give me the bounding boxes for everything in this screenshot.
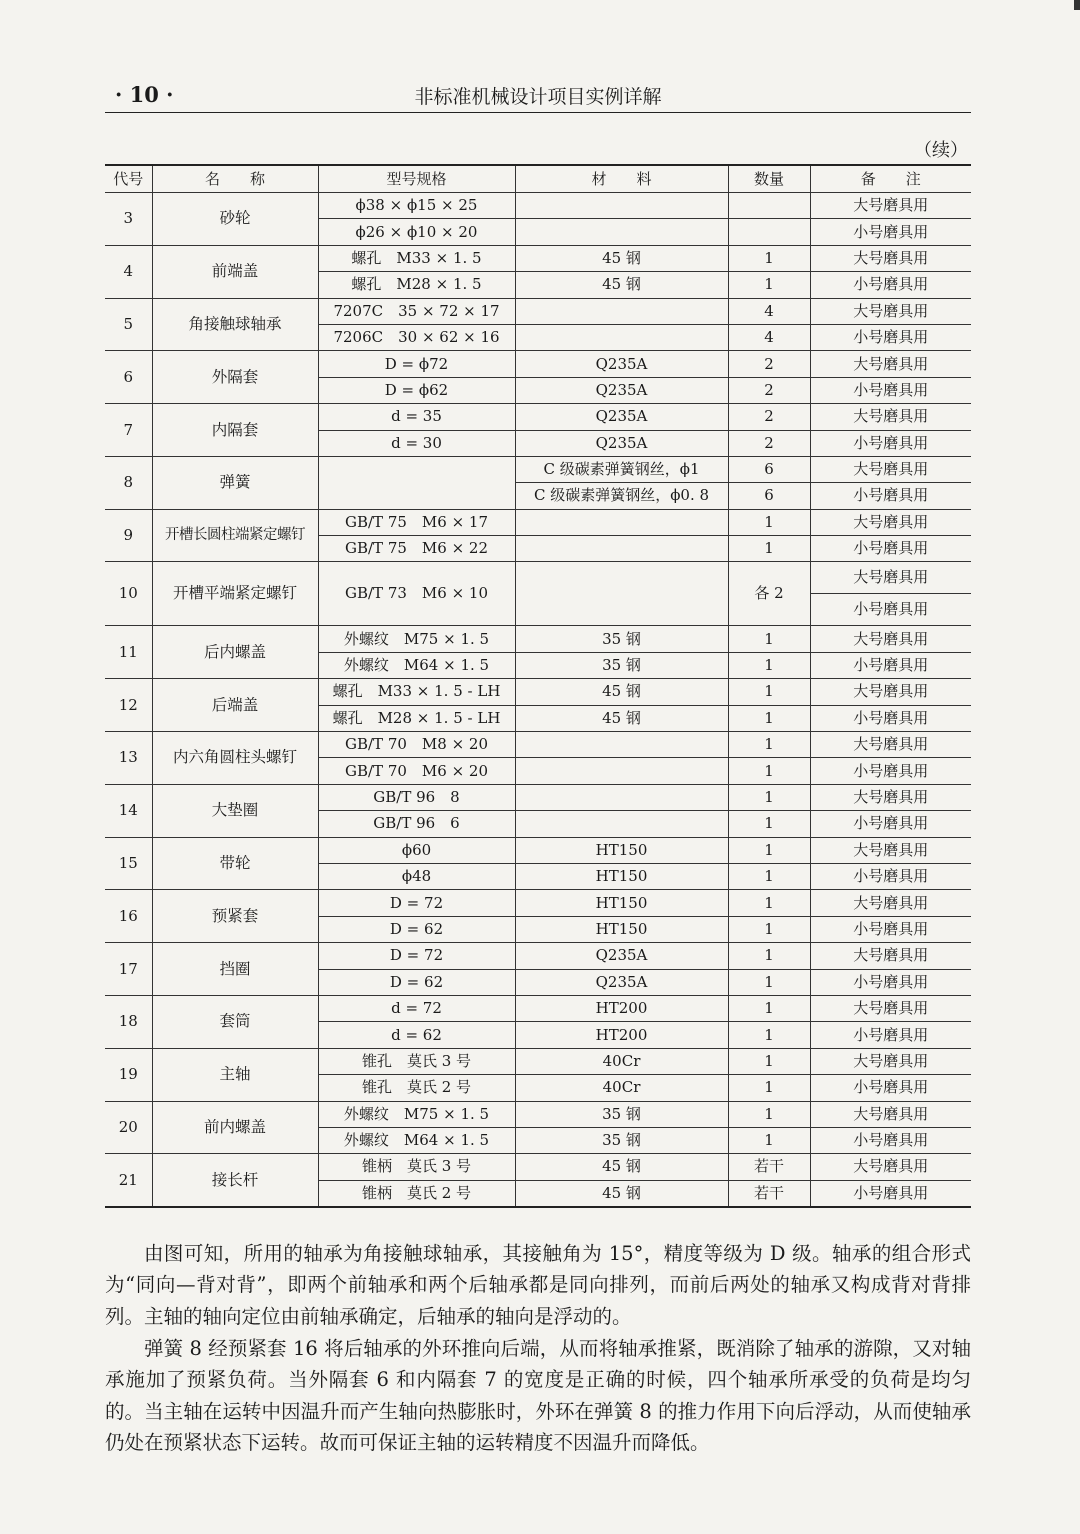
cell-code: 13 <box>105 732 152 785</box>
cell-qty: 若干 <box>728 1180 810 1207</box>
cell-material <box>515 732 728 758</box>
cell-note: 大号磨具用 <box>810 1154 971 1180</box>
cell-qty: 1 <box>728 811 810 837</box>
cell-name: 外隔套 <box>152 351 318 404</box>
cell-qty: 1 <box>728 1101 810 1127</box>
cell-code: 14 <box>105 784 152 837</box>
cell-qty: 1 <box>728 272 810 298</box>
cell-spec: GB/T 70 M8 × 20 <box>318 732 515 758</box>
cell-material: HT200 <box>515 1022 728 1048</box>
cell-name: 接长杆 <box>152 1154 318 1207</box>
cell-material: 35 钢 <box>515 1127 728 1153</box>
table-row <box>105 245 971 271</box>
cell-spec: D = 72 <box>318 890 515 916</box>
cell-qty: 6 <box>728 483 810 509</box>
cell-note: 小号磨具用 <box>810 594 971 626</box>
table-row <box>105 509 971 535</box>
cell-qty: 1 <box>728 943 810 969</box>
cell-name: 内六角圆柱头螺钉 <box>152 732 318 785</box>
body-paragraph-1: 由图可知，所用的轴承为角接触球轴承，其接触角为 15°，精度等级为 D 级。轴承的组合形式为“同向—背对背”，即两个前轴承和两个后轴承都是同向排列，而前后两处的轴承又构成背对背排列。主轴的轴向定位由前轴承确定，后轴承的轴向是浮动的。 <box>105 1241 971 1328</box>
cell-note: 小号磨具用 <box>810 324 971 350</box>
cell-spec: 锥柄 莫氏 2 号 <box>318 1180 515 1207</box>
table-row <box>105 732 971 758</box>
cell-name: 套筒 <box>152 995 318 1048</box>
cell-note: 大号磨具用 <box>810 298 971 324</box>
column-header-note: 备 注 <box>810 165 971 193</box>
table-row <box>105 298 971 324</box>
cell-spec: ϕ26 × ϕ10 × 20 <box>318 219 515 245</box>
cell-spec: 外螺纹 M64 × 1. 5 <box>318 1127 515 1153</box>
cell-material <box>515 193 728 219</box>
cell-spec: 7206C 30 × 62 × 16 <box>318 324 515 350</box>
cell-qty: 1 <box>728 732 810 758</box>
cell-spec: ϕ38 × ϕ15 × 25 <box>318 193 515 219</box>
cell-material <box>515 509 728 535</box>
cell-material: 45 钢 <box>515 245 728 271</box>
cell-spec: 锥柄 莫氏 3 号 <box>318 1154 515 1180</box>
cell-material: 45 钢 <box>515 1154 728 1180</box>
cell-qty: 1 <box>728 837 810 863</box>
cell-spec: 外螺纹 M64 × 1. 5 <box>318 652 515 678</box>
cell-qty: 2 <box>728 377 810 403</box>
cell-code: 6 <box>105 351 152 404</box>
cell-qty: 若干 <box>728 1154 810 1180</box>
cell-note: 大号磨具用 <box>810 562 971 594</box>
cell-name: 后内螺盖 <box>152 626 318 679</box>
cell-name: 挡圈 <box>152 943 318 996</box>
cell-note: 小号磨具用 <box>810 1075 971 1101</box>
cell-material <box>515 219 728 245</box>
cell-material: Q235A <box>515 430 728 456</box>
cell-code: 18 <box>105 995 152 1048</box>
column-header-material: 材 料 <box>515 165 728 193</box>
cell-spec <box>318 456 515 509</box>
cell-qty: 1 <box>728 679 810 705</box>
cell-spec: 螺孔 M33 × 1. 5 <box>318 245 515 271</box>
cell-spec: d = 30 <box>318 430 515 456</box>
cell-note: 小号磨具用 <box>810 705 971 731</box>
cell-material <box>515 811 728 837</box>
cell-code: 16 <box>105 890 152 943</box>
column-header-code: 代号 <box>105 165 152 193</box>
cell-qty: 2 <box>728 430 810 456</box>
cell-name: 砂轮 <box>152 193 318 246</box>
cell-material <box>515 536 728 562</box>
cell-note: 大号磨具用 <box>810 1048 971 1074</box>
cell-spec: ϕ60 <box>318 837 515 863</box>
cell-note: 小号磨具用 <box>810 863 971 889</box>
cell-qty: 1 <box>728 626 810 652</box>
cell-note: 小号磨具用 <box>810 1127 971 1153</box>
cell-code: 8 <box>105 456 152 509</box>
cell-qty <box>728 219 810 245</box>
cell-material: C 级碳素弹簧钢丝，ϕ1 <box>515 456 728 482</box>
cell-material <box>515 784 728 810</box>
cell-code: 3 <box>105 193 152 246</box>
cell-material: 45 钢 <box>515 272 728 298</box>
cell-note: 大号磨具用 <box>810 351 971 377</box>
cell-name: 带轮 <box>152 837 318 890</box>
page-header <box>105 74 971 113</box>
cell-note: 小号磨具用 <box>810 811 971 837</box>
cell-name: 角接触球轴承 <box>152 298 318 351</box>
cell-spec: GB/T 75 M6 × 17 <box>318 509 515 535</box>
cell-name: 开槽长圆柱端紧定螺钉 <box>152 509 318 562</box>
cell-code: 19 <box>105 1048 152 1101</box>
cell-qty: 2 <box>728 351 810 377</box>
cell-spec: 锥孔 莫氏 2 号 <box>318 1075 515 1101</box>
cell-spec: 7207C 35 × 72 × 17 <box>318 298 515 324</box>
table-row <box>105 404 971 430</box>
cell-qty: 各 2 <box>728 562 810 626</box>
cell-qty: 1 <box>728 1127 810 1153</box>
cell-spec: GB/T 75 M6 × 22 <box>318 536 515 562</box>
cell-material: 35 钢 <box>515 652 728 678</box>
book-title: 非标准机械设计项目实例详解 <box>414 86 662 108</box>
cell-note: 大号磨具用 <box>810 784 971 810</box>
cell-material: 35 钢 <box>515 1101 728 1127</box>
cell-qty: 4 <box>728 298 810 324</box>
cell-name: 大垫圈 <box>152 784 318 837</box>
cell-qty: 1 <box>728 1022 810 1048</box>
cell-qty: 1 <box>728 784 810 810</box>
cell-material: 40Cr <box>515 1075 728 1101</box>
cell-note: 大号磨具用 <box>810 404 971 430</box>
column-header-spec: 型号规格 <box>318 165 515 193</box>
cell-name: 弹簧 <box>152 456 318 509</box>
cell-code: 12 <box>105 679 152 732</box>
cell-spec: 锥孔 莫氏 3 号 <box>318 1048 515 1074</box>
cell-material: Q235A <box>515 404 728 430</box>
cell-note: 小号磨具用 <box>810 377 971 403</box>
cell-code: 7 <box>105 404 152 457</box>
cell-spec: D = 72 <box>318 943 515 969</box>
cell-spec: 螺孔 M28 × 1. 5 - LH <box>318 705 515 731</box>
cell-material <box>515 758 728 784</box>
cell-qty <box>728 193 810 219</box>
cell-note: 小号磨具用 <box>810 1180 971 1207</box>
cell-material: HT150 <box>515 837 728 863</box>
cell-note: 大号磨具用 <box>810 193 971 219</box>
cell-name: 主轴 <box>152 1048 318 1101</box>
page-number: · 10 · <box>115 82 174 107</box>
cell-note: 小号磨具用 <box>810 536 971 562</box>
cell-name: 前内螺盖 <box>152 1101 318 1154</box>
cell-note: 小号磨具用 <box>810 758 971 784</box>
cell-spec: D = 62 <box>318 916 515 942</box>
cell-material: Q235A <box>515 351 728 377</box>
cell-material: Q235A <box>515 943 728 969</box>
cell-note: 小号磨具用 <box>810 1022 971 1048</box>
cell-note: 大号磨具用 <box>810 456 971 482</box>
cell-material: 35 钢 <box>515 626 728 652</box>
cell-spec: 螺孔 M28 × 1. 5 <box>318 272 515 298</box>
table-row <box>105 562 971 594</box>
cell-code: 20 <box>105 1101 152 1154</box>
cell-qty: 1 <box>728 890 810 916</box>
cell-material <box>515 324 728 350</box>
cell-material: HT150 <box>515 890 728 916</box>
cell-note: 小号磨具用 <box>810 969 971 995</box>
cell-qty: 1 <box>728 995 810 1021</box>
cell-qty: 1 <box>728 652 810 678</box>
cell-code: 5 <box>105 298 152 351</box>
cell-material: HT200 <box>515 995 728 1021</box>
cell-qty: 2 <box>728 404 810 430</box>
cell-spec: D = ϕ62 <box>318 377 515 403</box>
cell-note: 大号磨具用 <box>810 626 971 652</box>
continued-label: （续） <box>914 140 968 161</box>
table-row <box>105 679 971 705</box>
cell-name: 内隔套 <box>152 404 318 457</box>
table-row <box>105 456 971 482</box>
cell-qty: 1 <box>728 509 810 535</box>
cell-qty: 1 <box>728 245 810 271</box>
cell-note: 大号磨具用 <box>810 890 971 916</box>
cell-qty: 4 <box>728 324 810 350</box>
cell-material: 45 钢 <box>515 705 728 731</box>
table-row <box>105 943 971 969</box>
cell-qty: 1 <box>728 1048 810 1074</box>
cell-note: 大号磨具用 <box>810 679 971 705</box>
table-row <box>105 837 971 863</box>
cell-name: 开槽平端紧定螺钉 <box>152 562 318 626</box>
cell-material: 45 钢 <box>515 1180 728 1207</box>
cell-code: 11 <box>105 626 152 679</box>
cell-note: 小号磨具用 <box>810 219 971 245</box>
table-row <box>105 193 971 219</box>
cell-name: 预紧套 <box>152 890 318 943</box>
cell-note: 大号磨具用 <box>810 509 971 535</box>
cell-note: 大号磨具用 <box>810 732 971 758</box>
page-edge-mark <box>1074 0 1080 10</box>
parts-table <box>105 164 971 1208</box>
cell-material: 45 钢 <box>515 679 728 705</box>
body-paragraph-2: 弹簧 8 经预紧套 16 将后轴承的外环推向后端，从而将轴承推紧，既消除了轴承的游隙，又对轴承施加了预紧负荷。当外隔套 6 和内隔套 7 的宽度是正确的时候，四个轴承所承受的负荷是均匀的。当主轴在运转中因温升而产生轴向热膨胀时，外环在弹簧 8 的推力作用下向后浮动，从而使轴承仍处在预紧状态下运转。故而可保证主轴的运转精度不因温升而降低。 <box>105 1336 971 1454</box>
cell-qty: 1 <box>728 916 810 942</box>
cell-note: 小号磨具用 <box>810 483 971 509</box>
cell-qty: 1 <box>728 1075 810 1101</box>
cell-note: 大号磨具用 <box>810 943 971 969</box>
cell-spec: D = 62 <box>318 969 515 995</box>
cell-material: Q235A <box>515 969 728 995</box>
cell-material <box>515 562 728 626</box>
cell-note: 大号磨具用 <box>810 995 971 1021</box>
cell-note: 小号磨具用 <box>810 916 971 942</box>
cell-code: 9 <box>105 509 152 562</box>
cell-code: 17 <box>105 943 152 996</box>
cell-spec: d = 35 <box>318 404 515 430</box>
table-row <box>105 890 971 916</box>
table-row <box>105 626 971 652</box>
cell-note: 小号磨具用 <box>810 272 971 298</box>
cell-spec: 外螺纹 M75 × 1. 5 <box>318 1101 515 1127</box>
cell-spec: GB/T 73 M6 × 10 <box>318 562 515 626</box>
cell-spec: 外螺纹 M75 × 1. 5 <box>318 626 515 652</box>
cell-code: 4 <box>105 245 152 298</box>
cell-code: 21 <box>105 1154 152 1207</box>
table-row <box>105 1048 971 1074</box>
cell-qty: 1 <box>728 758 810 784</box>
table-row <box>105 351 971 377</box>
cell-note: 小号磨具用 <box>810 652 971 678</box>
cell-note: 大号磨具用 <box>810 1101 971 1127</box>
cell-material: HT150 <box>515 863 728 889</box>
column-header-qty: 数量 <box>728 165 810 193</box>
cell-spec: d = 72 <box>318 995 515 1021</box>
cell-qty: 1 <box>728 863 810 889</box>
cell-qty: 1 <box>728 705 810 731</box>
table-header-row <box>105 165 971 193</box>
cell-spec: D = ϕ72 <box>318 351 515 377</box>
cell-note: 大号磨具用 <box>810 837 971 863</box>
cell-spec: GB/T 70 M6 × 20 <box>318 758 515 784</box>
cell-spec: d = 62 <box>318 1022 515 1048</box>
cell-code: 15 <box>105 837 152 890</box>
table-row <box>105 784 971 810</box>
table-row <box>105 1101 971 1127</box>
cell-qty: 1 <box>728 536 810 562</box>
cell-qty: 6 <box>728 456 810 482</box>
cell-spec: GB/T 96 8 <box>318 784 515 810</box>
cell-qty: 1 <box>728 969 810 995</box>
cell-spec: ϕ48 <box>318 863 515 889</box>
cell-material <box>515 298 728 324</box>
cell-material: HT150 <box>515 916 728 942</box>
column-header-name: 名 称 <box>152 165 318 193</box>
cell-name: 前端盖 <box>152 245 318 298</box>
cell-note: 小号磨具用 <box>810 430 971 456</box>
cell-material: C 级碳素弹簧钢丝，ϕ0. 8 <box>515 483 728 509</box>
cell-code: 10 <box>105 562 152 626</box>
cell-name: 后端盖 <box>152 679 318 732</box>
cell-material: 40Cr <box>515 1048 728 1074</box>
cell-spec: GB/T 96 6 <box>318 811 515 837</box>
table-row <box>105 1154 971 1180</box>
cell-spec: 螺孔 M33 × 1. 5 - LH <box>318 679 515 705</box>
table-row <box>105 995 971 1021</box>
cell-note: 大号磨具用 <box>810 245 971 271</box>
cell-material: Q235A <box>515 377 728 403</box>
